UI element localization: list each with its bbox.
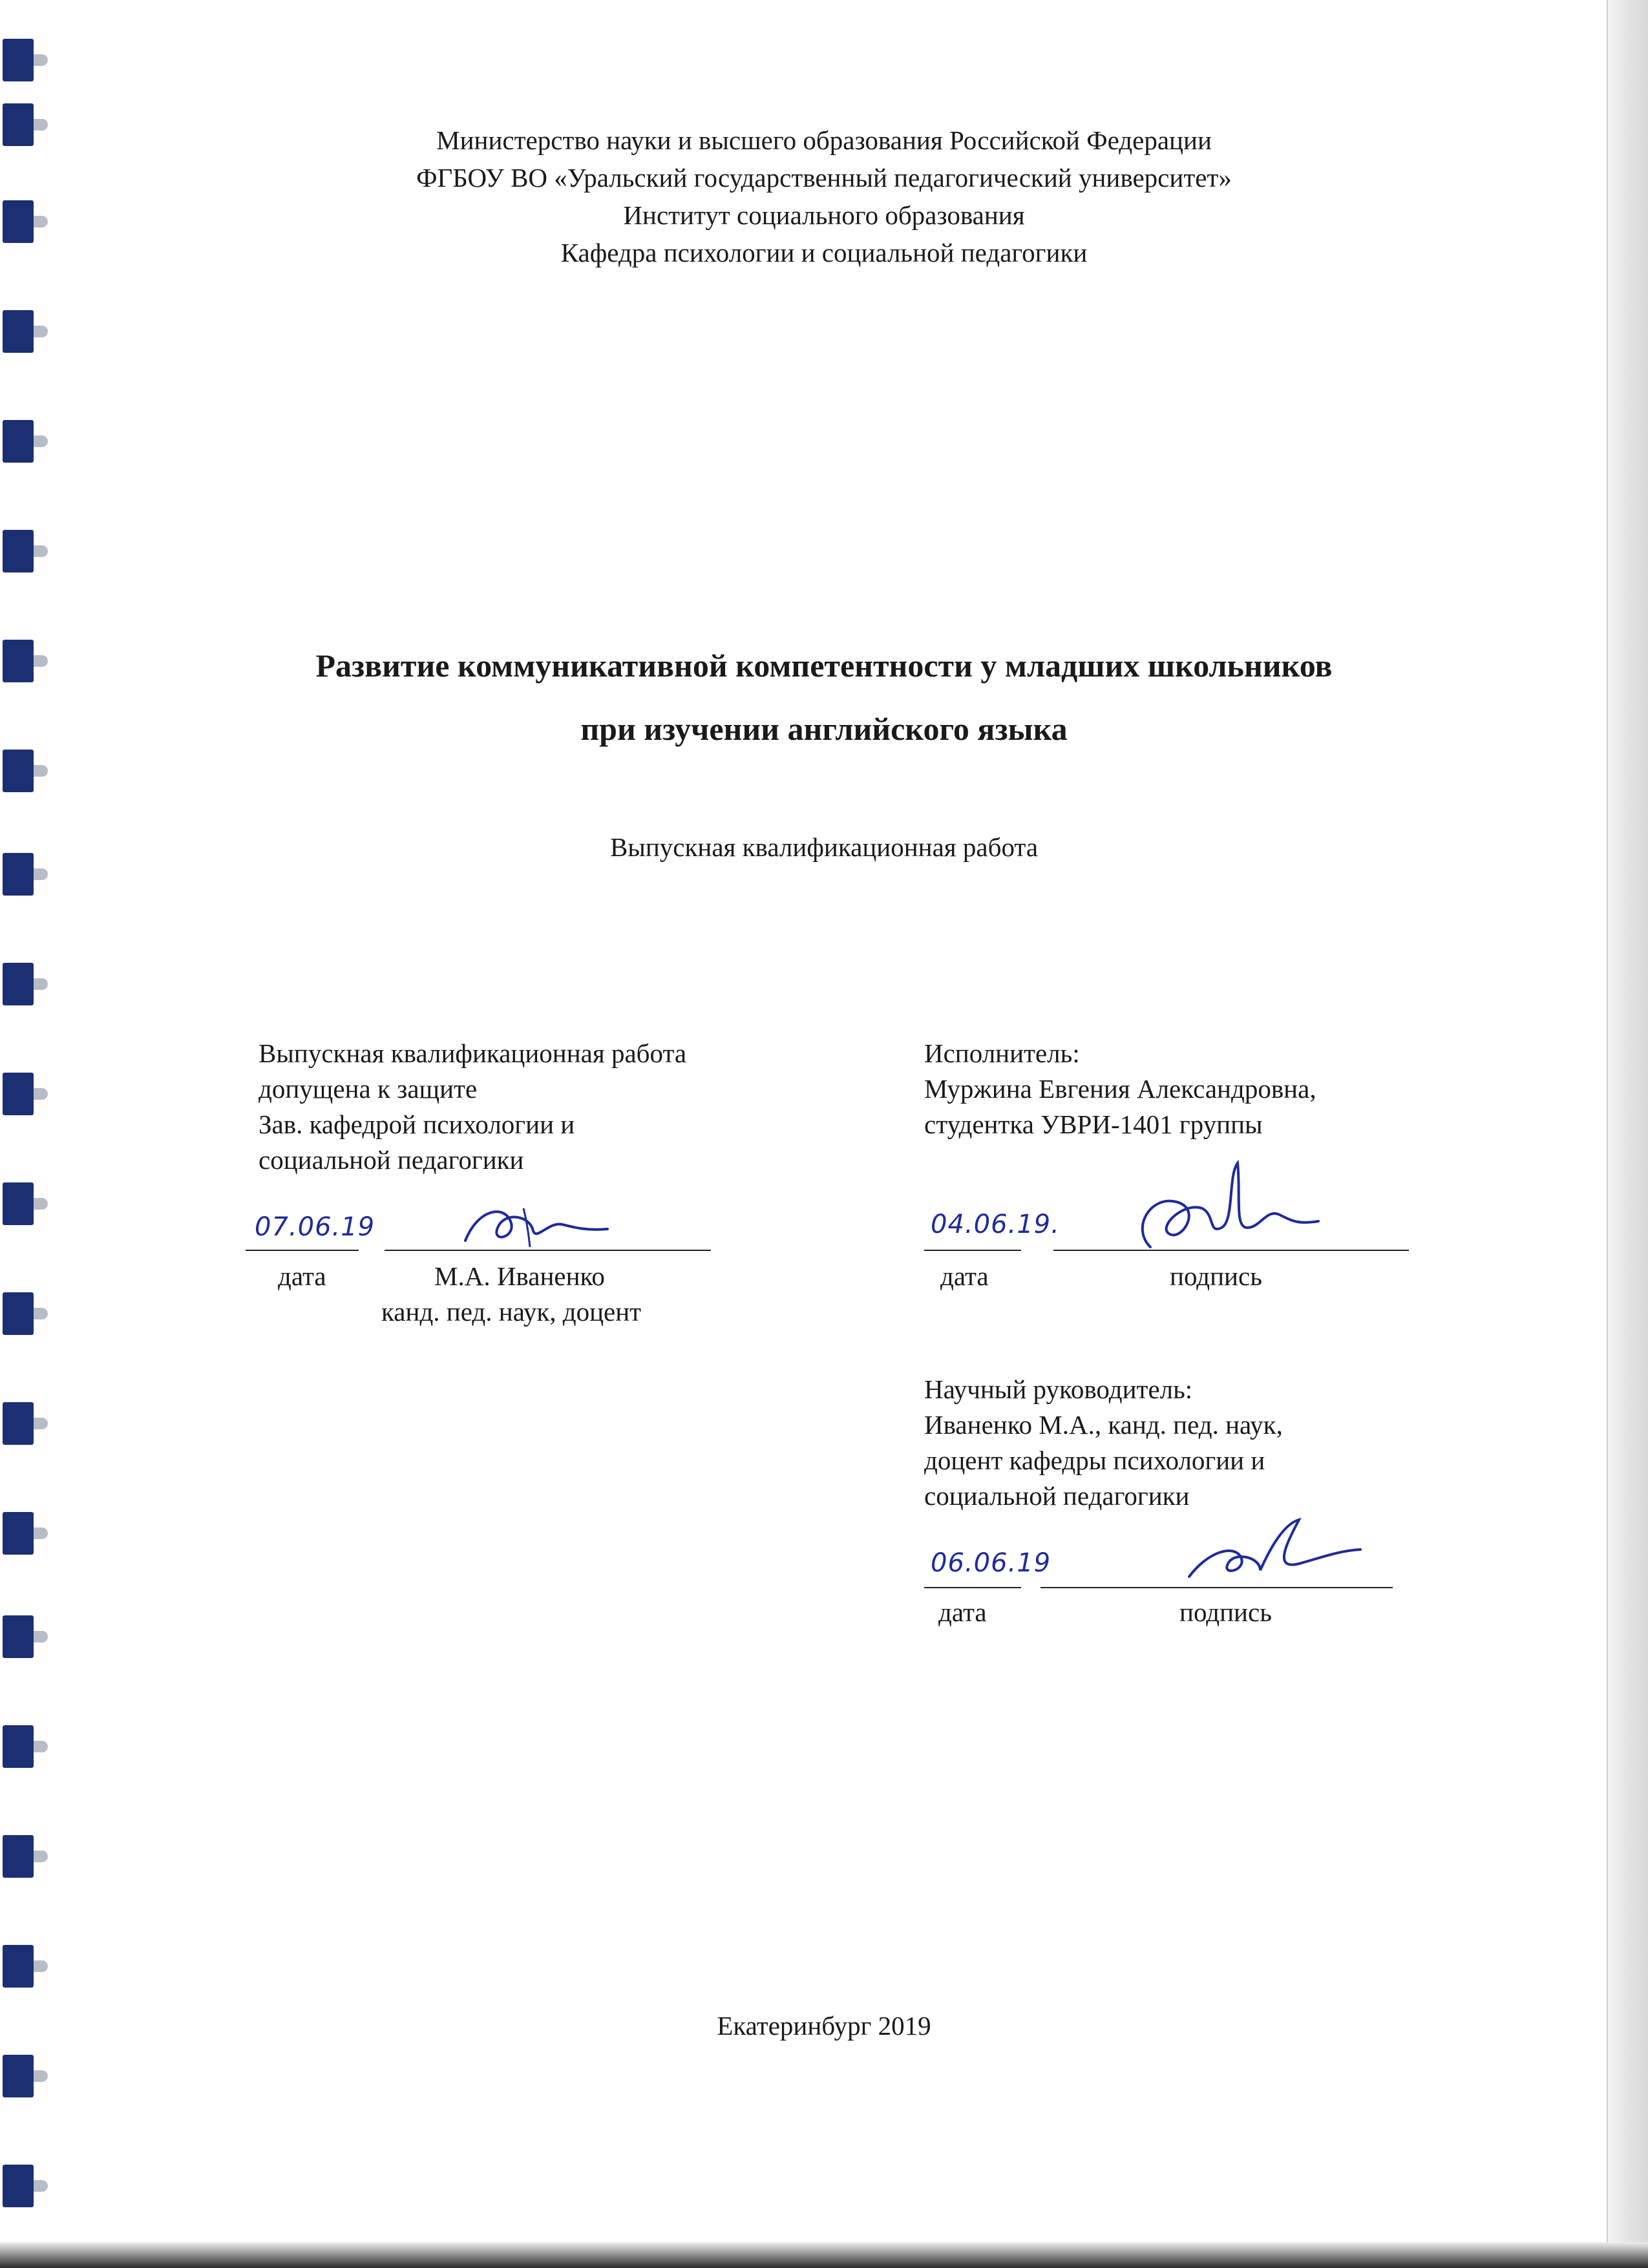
institute-line: Институт социального образования xyxy=(623,200,1025,230)
admission-handwritten-date: 07.06.19 xyxy=(255,1212,375,1242)
spiral-binding xyxy=(0,0,45,2242)
binding-clip xyxy=(3,2165,34,2207)
binding-clip xyxy=(3,1615,34,1658)
binding-clip xyxy=(3,1945,34,1988)
executor-group: студентка УВРИ-1401 группы xyxy=(924,1109,1263,1139)
supervisor-signature-label: подпись xyxy=(1179,1597,1272,1627)
supervisor-line3: социальной педагогики xyxy=(924,1481,1190,1511)
supervisor-signature xyxy=(1176,1512,1370,1590)
binding-clip xyxy=(3,39,34,81)
executor-handwritten-date: 04.06.19. xyxy=(931,1210,1060,1239)
department-line: Кафедра психологии и социальной педагогики xyxy=(560,238,1088,268)
binding-clip xyxy=(3,1402,34,1445)
admission-line2: допущена к защите xyxy=(259,1074,478,1104)
binding-clip xyxy=(3,963,34,1005)
page-edge-right xyxy=(1607,0,1648,2268)
binding-clip xyxy=(3,1292,34,1335)
supervisor-line1: Иваненко М.А., канд. пед. наук, xyxy=(924,1410,1283,1440)
supervisor-line2: доцент кафедры психологии и xyxy=(924,1445,1265,1475)
ministry-line: Министерство науки и высшего образования Российской Федерации xyxy=(436,125,1212,155)
admission-date-label: дата xyxy=(278,1261,326,1291)
admission-signature xyxy=(452,1195,620,1254)
admission-date-rule xyxy=(246,1250,359,1251)
page-edge-bottom xyxy=(0,2242,1648,2268)
binding-clip xyxy=(3,420,34,463)
binding-clip xyxy=(3,1512,34,1555)
binding-clip xyxy=(3,310,34,353)
binding-clip xyxy=(3,1073,34,1115)
executor-date-rule xyxy=(924,1250,1021,1251)
department-head-degree: канд. пед. наук, доцент xyxy=(381,1297,642,1327)
binding-clip xyxy=(3,1725,34,1768)
city-year: Екатеринбург 2019 xyxy=(717,2011,931,2041)
executor-signature xyxy=(1125,1157,1331,1260)
binding-clip xyxy=(3,1835,34,1878)
binding-clip xyxy=(3,1182,34,1225)
thesis-title-line1: Развитие коммуникативной компетентности у младших школьников xyxy=(315,647,1333,684)
admission-line3: Зав. кафедрой психологии и xyxy=(259,1109,575,1139)
executor-signature-label: подпись xyxy=(1170,1261,1262,1291)
binding-clip xyxy=(3,530,34,572)
thesis-title-line2: при изучении английского языка xyxy=(580,711,1068,747)
admission-line4: социальной педагогики xyxy=(259,1145,524,1175)
executor-date-label: дата xyxy=(940,1261,989,1291)
executor-label: Исполнитель: xyxy=(924,1038,1080,1068)
supervisor-label: Научный руководитель: xyxy=(924,1374,1193,1404)
supervisor-date-rule xyxy=(924,1587,1021,1588)
supervisor-date-label: дата xyxy=(938,1597,987,1627)
executor-name: Муржина Евгения Александровна, xyxy=(924,1074,1316,1104)
document-type: Выпускная квалификационная работа xyxy=(609,832,1039,862)
binding-clip xyxy=(3,2055,34,2097)
admission-line1: Выпускная квалификационная работа xyxy=(259,1038,687,1068)
supervisor-handwritten-date: 06.06.19 xyxy=(931,1548,1051,1578)
binding-clip xyxy=(3,750,34,792)
department-head-name: М.А. Иваненко xyxy=(434,1261,605,1291)
university-line: ФГБОУ ВО «Уральский государственный педагогический университет» xyxy=(416,163,1232,193)
